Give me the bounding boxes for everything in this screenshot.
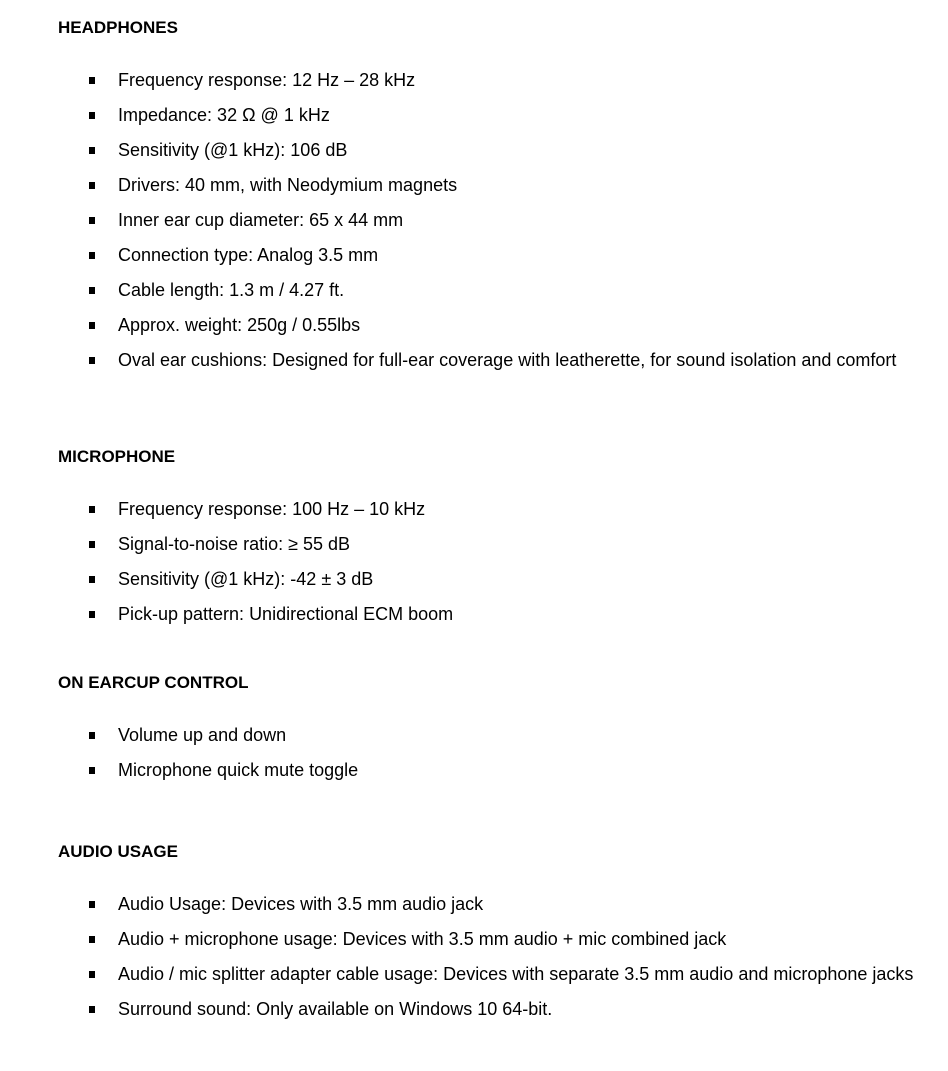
bullet-icon	[89, 252, 95, 259]
list-item-text: Inner ear cup diameter: 65 x 44 mm	[118, 210, 404, 230]
list-item	[88, 496, 918, 523]
list-item-text: Impedance: 32 Ω @ 1 kHz	[118, 105, 330, 125]
list-item	[88, 207, 918, 234]
bullet-icon	[89, 971, 95, 978]
bullet-icon	[89, 506, 95, 513]
bullet-icon	[89, 1006, 95, 1013]
list-item	[88, 926, 918, 953]
bullet-icon	[89, 182, 95, 189]
list-item-text: Frequency response: 100 Hz – 10 kHz	[118, 499, 426, 519]
list-item	[88, 312, 918, 339]
headphones-spec-list	[88, 67, 918, 382]
list-item	[88, 996, 918, 1023]
section-audio-usage	[58, 841, 918, 863]
list-item-text: Audio / mic splitter adapter cable usage: Devices with separate 3.5 mm audio and microphone jacks	[118, 964, 914, 984]
bullet-icon	[89, 357, 95, 364]
bullet-icon	[89, 287, 95, 294]
list-item	[88, 102, 918, 129]
bullet-icon	[89, 112, 95, 119]
section-heading: MICROPHONE	[58, 447, 176, 466]
section-earcup-control	[58, 672, 918, 694]
list-item	[88, 722, 918, 749]
list-item	[88, 242, 918, 269]
bullet-icon	[89, 767, 95, 774]
list-item	[88, 961, 918, 988]
bullet-icon	[89, 732, 95, 739]
list-item-text: Sensitivity (@1 kHz): -42 ± 3 dB	[118, 569, 374, 589]
list-item	[88, 566, 918, 593]
section-heading: ON EARCUP CONTROL	[58, 673, 249, 692]
list-item-text: Volume up and down	[118, 725, 287, 745]
list-item	[88, 531, 918, 558]
list-item	[88, 601, 918, 628]
bullet-icon	[89, 541, 95, 548]
list-item-text: Audio Usage: Devices with 3.5 mm audio jack	[118, 894, 484, 914]
list-item-text: Microphone quick mute toggle	[118, 760, 359, 780]
bullet-icon	[89, 322, 95, 329]
list-item-text: Surround sound: Only available on Windows 10 64-bit.	[118, 999, 553, 1019]
bullet-icon	[89, 936, 95, 943]
bullet-icon	[89, 576, 95, 583]
section-heading: HEADPHONES	[58, 18, 178, 37]
list-item-text: Oval ear cushions: Designed for full-ear coverage with leatherette, for sound isolation and comfort	[118, 350, 897, 370]
bullet-icon	[89, 147, 95, 154]
bullet-icon	[89, 77, 95, 84]
earcup-control-list	[88, 722, 918, 792]
list-item	[88, 67, 918, 94]
list-item-text: Audio + microphone usage: Devices with 3.5 mm audio + mic combined jack	[118, 929, 727, 949]
list-item	[88, 891, 918, 918]
list-item	[88, 137, 918, 164]
section-headphones	[58, 17, 918, 39]
list-item	[88, 277, 918, 304]
bullet-icon	[89, 901, 95, 908]
list-item-text: Connection type: Analog 3.5 mm	[118, 245, 379, 265]
list-item	[88, 347, 918, 374]
list-item-text: Frequency response: 12 Hz – 28 kHz	[118, 70, 416, 90]
list-item-text: Approx. weight: 250g / 0.55lbs	[118, 315, 361, 335]
microphone-spec-list	[88, 496, 918, 636]
list-item-text: Drivers: 40 mm, with Neodymium magnets	[118, 175, 458, 195]
bullet-icon	[89, 611, 95, 618]
section-heading: AUDIO USAGE	[58, 842, 178, 861]
list-item-text: Sensitivity (@1 kHz): 106 dB	[118, 140, 348, 160]
audio-usage-list	[88, 891, 918, 1031]
list-item-text: Cable length: 1.3 m / 4.27 ft.	[118, 280, 345, 300]
list-item	[88, 757, 918, 784]
list-item	[88, 172, 918, 199]
list-item-text: Signal-to-noise ratio: ≥ 55 dB	[118, 534, 351, 554]
bullet-icon	[89, 217, 95, 224]
list-item-text: Pick-up pattern: Unidirectional ECM boom	[118, 604, 454, 624]
section-microphone	[58, 446, 918, 468]
